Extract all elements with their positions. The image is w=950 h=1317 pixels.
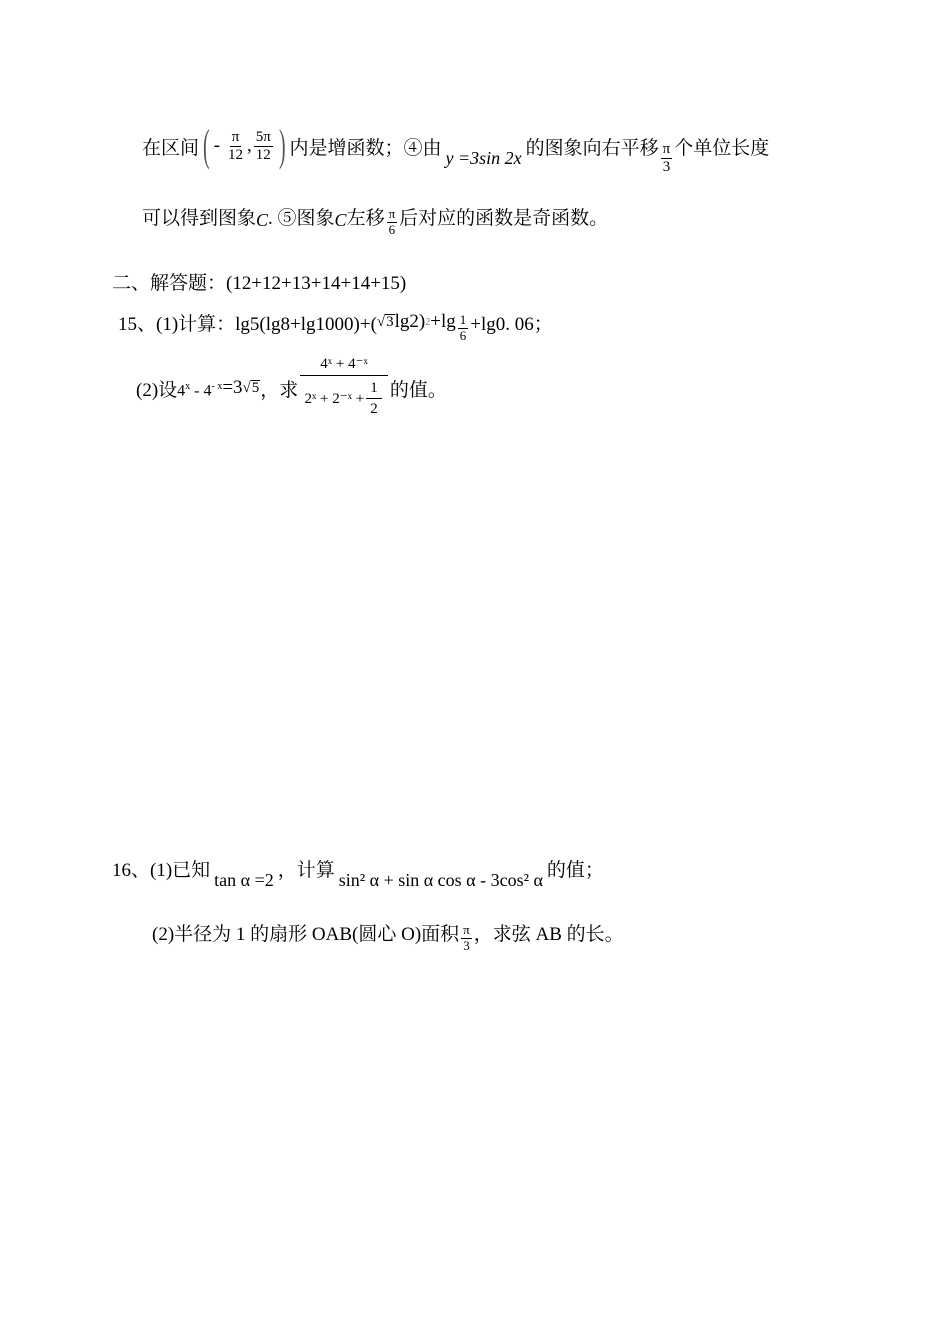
expr-4x-minus: $4^x - 4^{- x}$ bbox=[177, 381, 223, 400]
q15-p2-text-c: 的值。 bbox=[389, 379, 447, 401]
q16-part1 bbox=[112, 848, 604, 888]
left-paren: ( bbox=[203, 121, 210, 170]
superscript-2: 2 bbox=[425, 316, 431, 328]
fraction-ratio-expression: 4ˣ + 4⁻ˣ 2ˣ + 2⁻ˣ + $\frac{1}{2}$ bbox=[300, 354, 388, 422]
q16-p2-text-a: (2)半径为 1 的扇形 OAB(圆心 O)面积 bbox=[152, 923, 460, 945]
sqrt-3: √ 3 bbox=[376, 313, 394, 330]
q15-part1 bbox=[118, 300, 553, 344]
text-interval-prefix: 在区间 bbox=[142, 137, 200, 159]
equation-y-3sin2x: y =3sin 2x bbox=[445, 147, 522, 168]
section-title-text: 二、解答题：(12+12+13+14+14+15) bbox=[112, 273, 407, 294]
text-graph-five: . ⑤图象 bbox=[268, 207, 335, 229]
q15-p2-text-b: ，求 bbox=[260, 379, 299, 401]
q15-text-b: lg2) bbox=[394, 311, 426, 332]
text-get-graph: 可以得到图象 bbox=[142, 207, 257, 229]
text-shift-left: 左移 bbox=[346, 207, 385, 229]
expr-trig: sin² α + sin α cos α - 3cos² α bbox=[338, 869, 543, 890]
comma: , bbox=[247, 135, 252, 156]
fraction-5pi-over-12: $\frac{5\pi}{12}$ bbox=[255, 129, 271, 163]
q15-equals-3: =3 bbox=[222, 377, 243, 398]
q15-text-a: 15、(1)计算：lg5(lg8+lg1000)+( bbox=[118, 313, 377, 335]
text-shift-right: 的图象向右平移 bbox=[525, 137, 659, 159]
q15-text-c: +lg bbox=[430, 311, 456, 332]
expr-tan-alpha: tan α =2 bbox=[214, 869, 274, 890]
fraction-1-over-6: $\frac{1}{6}$ bbox=[459, 312, 467, 343]
fraction-1-over-2: $\frac{1}{2}$ bbox=[366, 378, 382, 420]
fraction-pi-over-3: $\frac{\pi}{3}$ bbox=[662, 141, 671, 175]
symbol-c: C bbox=[334, 209, 347, 230]
neg-sign: - bbox=[213, 135, 220, 156]
q16-text-b: ，计算 bbox=[277, 859, 335, 881]
text-unit-length: 个单位长度 bbox=[674, 137, 770, 159]
right-paren: ) bbox=[278, 121, 286, 170]
text-increasing: 内是增函数；④由 bbox=[289, 137, 442, 159]
fraction-pi-over-12: $\frac{\pi}{12}$ bbox=[228, 129, 243, 163]
section-title bbox=[112, 268, 406, 295]
fraction-pi-over-3: $\frac{\pi}{3}$ bbox=[463, 922, 470, 953]
q15-text-d: +lg0. 06； bbox=[470, 313, 553, 335]
line-graph-c bbox=[142, 196, 608, 236]
q15-part2 bbox=[136, 348, 447, 428]
fraction-pi-over-6: $\frac{\pi}{6}$ bbox=[388, 206, 396, 237]
q16-part2 bbox=[152, 910, 624, 954]
q16-p2-text-b: ，求弦 AB 的长。 bbox=[473, 923, 624, 945]
symbol-c: C bbox=[256, 209, 269, 230]
q15-p2-text-a: (2)设 bbox=[136, 379, 178, 401]
text-odd-function: 后对应的函数是奇函数。 bbox=[399, 207, 609, 229]
sqrt-5: √ 5 bbox=[242, 379, 260, 396]
q16-text-c: 的值； bbox=[546, 859, 604, 881]
line-interval bbox=[142, 118, 769, 174]
q16-text-a: 16、(1)已知 bbox=[112, 859, 211, 881]
